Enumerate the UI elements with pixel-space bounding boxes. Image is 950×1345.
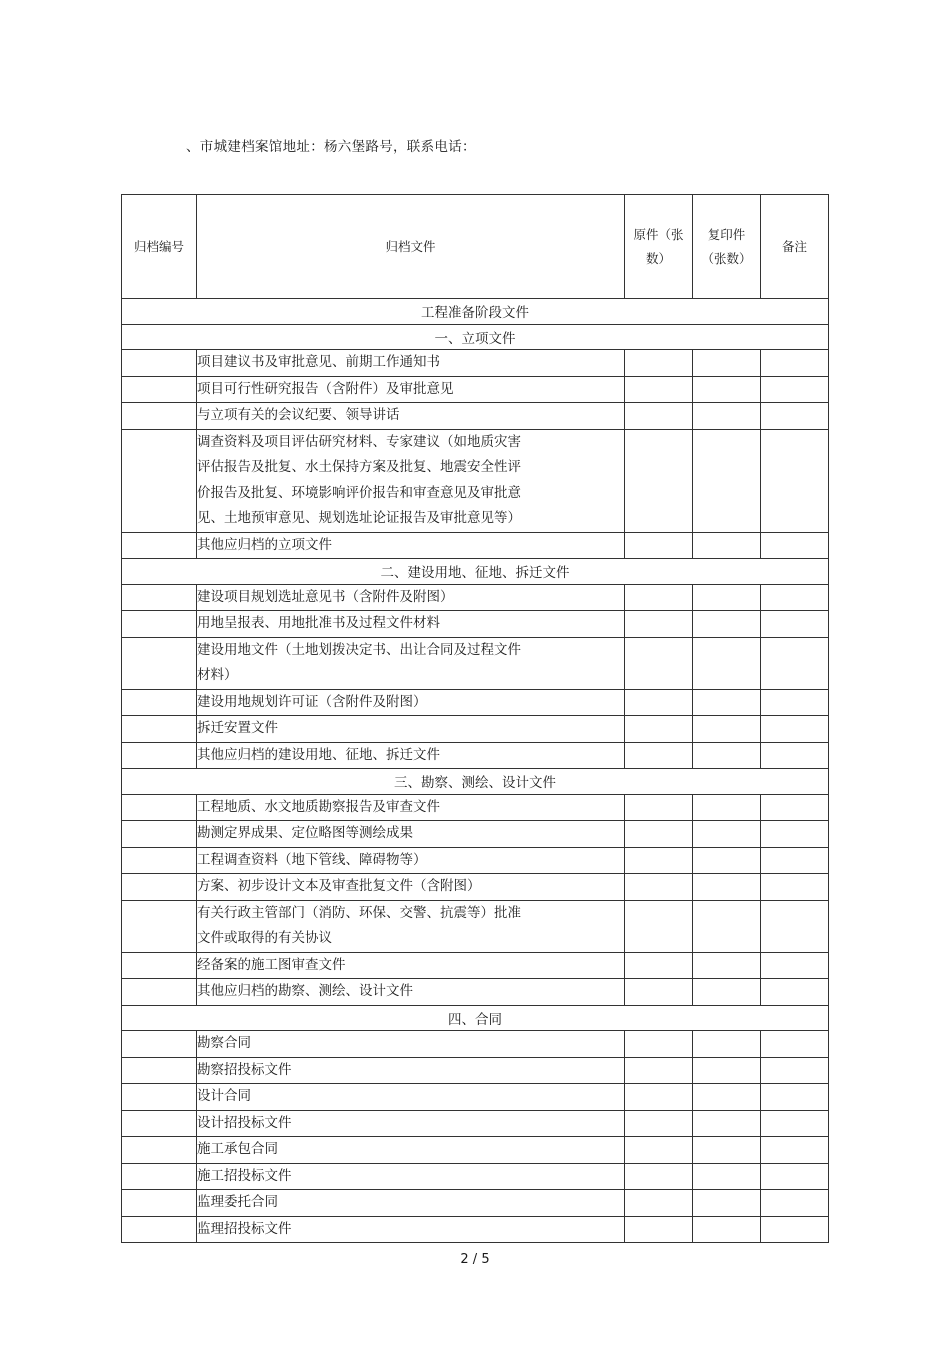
table-row: [122, 1137, 829, 1164]
copy-count-cell: [693, 952, 761, 979]
file-text-line: 项目建议书及审批意见、前期工作通知书: [197, 354, 440, 370]
copy-count-cell: [693, 1110, 761, 1137]
table-row: [122, 350, 829, 377]
table-row: [122, 952, 829, 979]
table-row: [122, 1110, 829, 1137]
archive-file-cell: [197, 1084, 625, 1111]
file-text-line: 勘测定界成果、定位略图等测绘成果: [197, 825, 413, 841]
note-cell: [761, 1163, 829, 1190]
copy-count-cell: [693, 794, 761, 821]
original-count-cell: [625, 742, 693, 769]
file-text-line: 建设项目规划选址意见书（含附件及附图）: [197, 588, 454, 605]
file-text-line: 经备案的施工图审查文件: [197, 956, 346, 973]
archive-file-cell: [197, 874, 625, 901]
table-row: [122, 1190, 829, 1217]
original-count-cell: [625, 403, 693, 430]
section-header-row: [122, 769, 829, 795]
col-header-copy-line2: （张数）: [701, 250, 752, 266]
col-header-note: 备注: [761, 195, 829, 299]
file-text-line: 其他应归档的勘察、测绘、设计文件: [197, 983, 413, 999]
note-cell: [761, 611, 829, 638]
copy-count-cell: [693, 1031, 761, 1058]
note-cell: [761, 1216, 829, 1243]
copy-count-cell: [693, 429, 761, 532]
file-text-line: 见、土地预审意见、规划选址论证报告及审批意见等）: [197, 510, 521, 526]
col-header-copy: [693, 195, 761, 299]
table-row: [122, 532, 829, 559]
original-count-cell: [625, 689, 693, 716]
archive-number-cell: [122, 742, 197, 769]
archive-number-cell: [122, 429, 197, 532]
copy-count-cell: [693, 1084, 761, 1111]
note-cell: [761, 794, 829, 821]
file-text-line: 项目可行性研究报告（含附件）及审批意见: [197, 380, 454, 397]
file-text-line: 监理委托合同: [197, 1194, 278, 1210]
original-count-cell: [625, 1031, 693, 1058]
file-text-line: 与立项有关的会议纪要、领导讲话: [197, 407, 400, 423]
file-text-line: 施工承包合同: [197, 1141, 278, 1157]
file-text-line: 工程调查资料（地下管线、障碍物等）: [197, 851, 427, 868]
archive-file-cell: [197, 952, 625, 979]
table-row: [122, 403, 829, 430]
section-title: 一、立项文件: [122, 324, 829, 350]
archive-number-cell: [122, 1057, 197, 1084]
file-text-line: 建设用地规划许可证（含附件及附图）: [197, 693, 427, 710]
col-header-number: 归档编号: [122, 195, 197, 299]
note-cell: [761, 429, 829, 532]
section-title: 三、勘察、测绘、设计文件: [122, 769, 829, 795]
copy-count-cell: [693, 874, 761, 901]
table-row: [122, 742, 829, 769]
copy-count-cell: [693, 637, 761, 689]
table-row: [122, 900, 829, 952]
table-row: [122, 637, 829, 689]
archive-number-cell: [122, 847, 197, 874]
copy-count-cell: [693, 1190, 761, 1217]
copy-count-cell: [693, 979, 761, 1006]
note-cell: [761, 350, 829, 377]
file-text-line: 设计招投标文件: [197, 1114, 292, 1131]
note-cell: [761, 637, 829, 689]
stage-title: 工程准备阶段文件: [122, 299, 829, 325]
copy-count-cell: [693, 847, 761, 874]
archive-file-cell: [197, 403, 625, 430]
file-text-line: 用地呈报表、用地批准书及过程文件材料: [197, 615, 440, 631]
original-count-cell: [625, 611, 693, 638]
archive-file-cell: [197, 1057, 625, 1084]
table-body: [122, 195, 829, 1243]
archive-file-cell: [197, 532, 625, 559]
file-text-line: 施工招投标文件: [197, 1167, 292, 1184]
copy-count-cell: [693, 584, 761, 611]
table-row: [122, 716, 829, 743]
original-count-cell: [625, 1137, 693, 1164]
table-row: [122, 821, 829, 848]
archive-file-cell: [197, 584, 625, 611]
note-cell: [761, 584, 829, 611]
note-cell: [761, 874, 829, 901]
note-cell: [761, 979, 829, 1006]
note-cell: [761, 952, 829, 979]
file-text-line: 监理招投标文件: [197, 1220, 292, 1237]
original-count-cell: [625, 821, 693, 848]
section-header-row: [122, 1005, 829, 1031]
archive-number-cell: [122, 532, 197, 559]
archive-file-cell: [197, 742, 625, 769]
original-count-cell: [625, 637, 693, 689]
archive-number-cell: [122, 376, 197, 403]
archive-number-cell: [122, 1110, 197, 1137]
file-text-line: 文件或取得的有关协议: [197, 930, 332, 946]
archive-file-cell: [197, 429, 625, 532]
copy-count-cell: [693, 376, 761, 403]
archive-number-cell: [122, 403, 197, 430]
note-cell: [761, 821, 829, 848]
archive-number-cell: [122, 952, 197, 979]
table-row: [122, 1057, 829, 1084]
archive-file-cell: [197, 611, 625, 638]
archive-file-cell: [197, 900, 625, 952]
archive-number-cell: [122, 794, 197, 821]
copy-count-cell: [693, 689, 761, 716]
table-row: [122, 1031, 829, 1058]
copy-count-cell: [693, 532, 761, 559]
file-text-line: 材料）: [197, 667, 238, 683]
original-count-cell: [625, 429, 693, 532]
col-header-original-line2: 数）: [645, 250, 671, 266]
note-cell: [761, 1031, 829, 1058]
file-text-line: 勘察招投标文件: [197, 1061, 292, 1078]
table-row: [122, 1216, 829, 1243]
file-text-line: 有关行政主管部门（消防、环保、交警、抗震等）批准: [197, 904, 521, 921]
copy-count-cell: [693, 1163, 761, 1190]
original-count-cell: [625, 847, 693, 874]
note-cell: [761, 403, 829, 430]
original-count-cell: [625, 979, 693, 1006]
file-text-line: 评估报告及批复、水土保持方案及批复、地震安全性评: [197, 459, 521, 475]
copy-count-cell: [693, 403, 761, 430]
archive-file-cell: [197, 689, 625, 716]
table-row: [122, 1084, 829, 1111]
archive-file-cell: [197, 847, 625, 874]
note-cell: [761, 532, 829, 559]
copy-count-cell: [693, 1057, 761, 1084]
original-count-cell: [625, 532, 693, 559]
file-text-line: 工程地质、水文地质勘察报告及审查文件: [197, 798, 440, 815]
original-count-cell: [625, 1057, 693, 1084]
col-header-copy-line1: 复印件: [707, 226, 746, 242]
table-row: [122, 689, 829, 716]
original-count-cell: [625, 874, 693, 901]
archive-address-line: 、市城建档案馆地址：杨六堡路号，联系电话：: [186, 139, 476, 155]
archive-file-cell: [197, 1137, 625, 1164]
original-count-cell: [625, 716, 693, 743]
file-text-line: 建设用地文件（土地划拨决定书、出让合同及过程文件: [197, 641, 521, 658]
archive-file-cell: [197, 376, 625, 403]
copy-count-cell: [693, 716, 761, 743]
table-row: [122, 376, 829, 403]
archive-number-cell: [122, 874, 197, 901]
file-text-line: 其他应归档的建设用地、征地、拆迁文件: [197, 746, 440, 763]
archive-number-cell: [122, 1216, 197, 1243]
note-cell: [761, 847, 829, 874]
note-cell: [761, 1190, 829, 1217]
file-text-line: 设计合同: [197, 1088, 251, 1104]
copy-count-cell: [693, 350, 761, 377]
archive-number-cell: [122, 1084, 197, 1111]
table-row: [122, 847, 829, 874]
original-count-cell: [625, 1190, 693, 1217]
copy-count-cell: [693, 900, 761, 952]
original-count-cell: [625, 794, 693, 821]
section-title: 二、建设用地、征地、拆迁文件: [122, 559, 829, 585]
archive-number-cell: [122, 350, 197, 377]
original-count-cell: [625, 376, 693, 403]
note-cell: [761, 376, 829, 403]
file-text-line: 勘察合同: [197, 1035, 251, 1051]
archive-number-cell: [122, 584, 197, 611]
copy-count-cell: [693, 742, 761, 769]
archive-number-cell: [122, 611, 197, 638]
original-count-cell: [625, 1084, 693, 1111]
archive-number-cell: [122, 716, 197, 743]
archive-file-cell: [197, 794, 625, 821]
table-row: [122, 874, 829, 901]
archive-number-cell: [122, 1031, 197, 1058]
archive-number-cell: [122, 637, 197, 689]
archive-number-cell: [122, 689, 197, 716]
table-row: [122, 584, 829, 611]
section-header-row: [122, 559, 829, 585]
original-count-cell: [625, 900, 693, 952]
archive-number-cell: [122, 821, 197, 848]
archive-number-cell: [122, 1137, 197, 1164]
file-text-line: 拆迁安置文件: [197, 720, 278, 736]
archive-file-cell: [197, 716, 625, 743]
file-text-line: 价报告及批复、环境影响评价报告和审查意见及审批意: [197, 484, 521, 501]
original-count-cell: [625, 1110, 693, 1137]
archive-number-cell: [122, 979, 197, 1006]
archive-file-cell: [197, 637, 625, 689]
col-header-original-line1: 原件（张: [633, 226, 684, 242]
original-count-cell: [625, 584, 693, 611]
note-cell: [761, 742, 829, 769]
copy-count-cell: [693, 1137, 761, 1164]
table-header-row: [122, 195, 829, 299]
stage-title-row: [122, 299, 829, 325]
col-header-original: [625, 195, 693, 299]
table-row: [122, 1163, 829, 1190]
archive-file-cell: [197, 1031, 625, 1058]
note-cell: [761, 900, 829, 952]
note-cell: [761, 1084, 829, 1111]
archive-number-cell: [122, 900, 197, 952]
copy-count-cell: [693, 821, 761, 848]
archive-file-cell: [197, 350, 625, 377]
table-row: [122, 794, 829, 821]
archive-file-cell: [197, 1190, 625, 1217]
note-cell: [761, 716, 829, 743]
table-row: [122, 429, 829, 532]
table-row: [122, 979, 829, 1006]
archive-file-cell: [197, 979, 625, 1006]
archive-number-cell: [122, 1190, 197, 1217]
note-cell: [761, 1137, 829, 1164]
original-count-cell: [625, 1163, 693, 1190]
copy-count-cell: [693, 1216, 761, 1243]
copy-count-cell: [693, 611, 761, 638]
original-count-cell: [625, 1216, 693, 1243]
archive-number-cell: [122, 1163, 197, 1190]
original-count-cell: [625, 350, 693, 377]
archive-file-cell: [197, 1216, 625, 1243]
section-title: 四、合同: [122, 1005, 829, 1031]
note-cell: [761, 1057, 829, 1084]
page-number: 2 / 5: [460, 1252, 490, 1267]
file-text-line: 其他应归档的立项文件: [197, 536, 332, 553]
archive-file-cell: [197, 1110, 625, 1137]
note-cell: [761, 689, 829, 716]
table-row: [122, 611, 829, 638]
note-cell: [761, 1110, 829, 1137]
archive-file-cell: [197, 1163, 625, 1190]
original-count-cell: [625, 952, 693, 979]
archive-file-cell: [197, 821, 625, 848]
col-header-file: 归档文件: [197, 195, 625, 299]
file-text-line: 调查资料及项目评估研究材料、专家建议（如地质灾害: [197, 433, 521, 450]
section-header-row: [122, 324, 829, 350]
archive-file-table: [121, 194, 829, 1243]
file-text-line: 方案、初步设计文本及审查批复文件（含附图）: [197, 878, 481, 894]
